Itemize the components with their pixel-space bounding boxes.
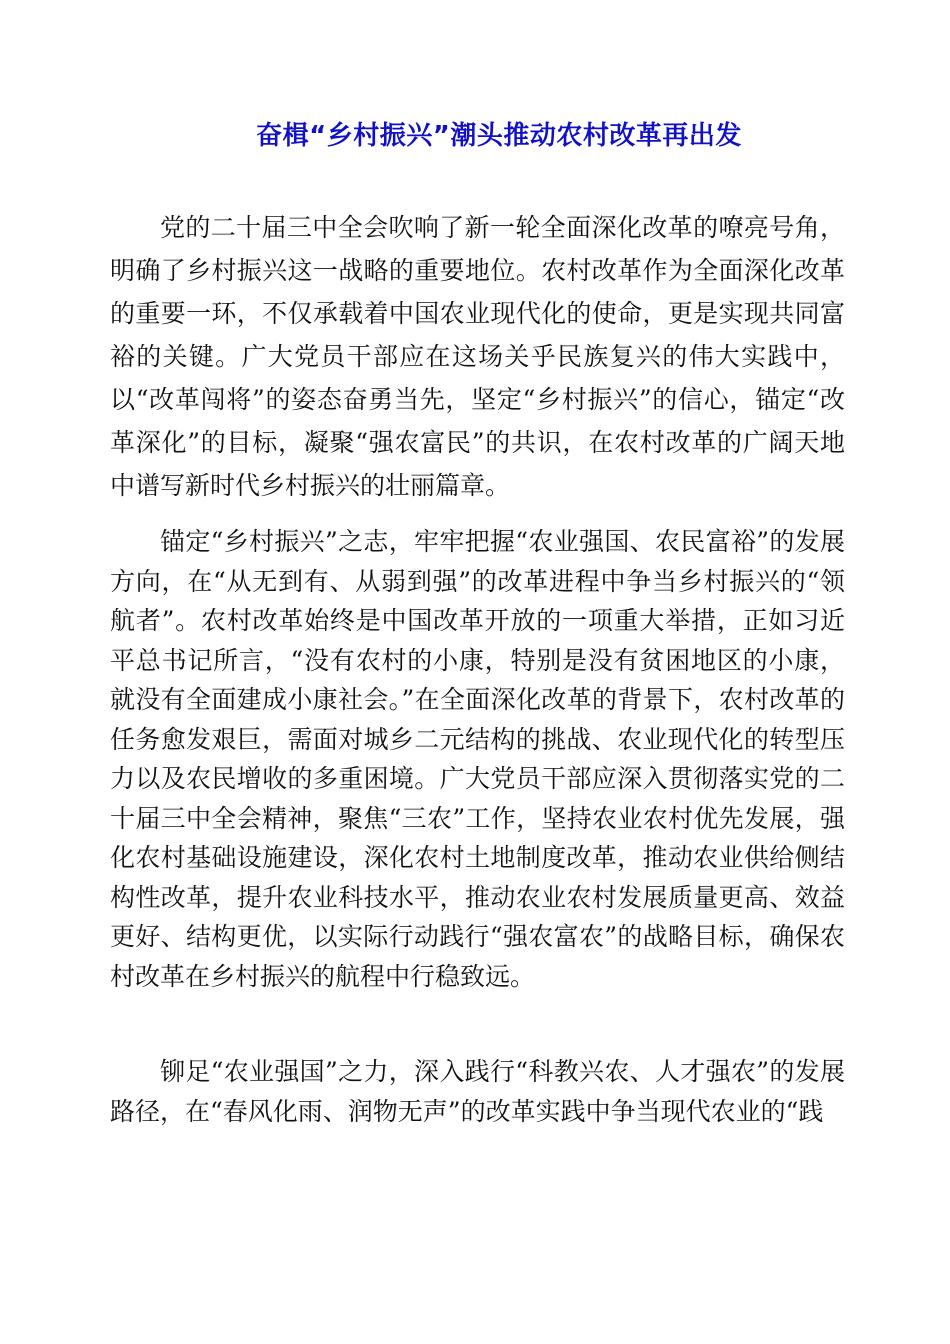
paragraph-2: 锚定“乡村振兴”之志，牢牢把握“农业强国、农民富裕”的发展方向，在“从无到有、从弱到强”的改革进程中争当乡村振兴的“领航者”。农村改革始终是中国改革开放的一项重大举措，正如习近平总书记所言，“没有农村的小康，特别是没有贫困地区的小康，就没有全面建成小康社会。”在全面深化改革的背景下，农村改革的任务愈发艰巨，需面对城乡二元结构的挑战、农业现代化的转型压力以及农民增收的多重困境。广大党员干部应深入贯彻落实党的二十届三中全会精神，聚焦“三农”工作，坚持农业农村优先发展，强化农村基础设施建设，深化农村土地制度改革，推动农业供给侧结构性改革，提升农业科技水平，推动农业农村发展质量更高、效益更好、结构更优，以实际行动践行“强农富农”的战略目标，确保农村改革在乡村振兴的航程中行稳致远。	[110, 527, 845, 991]
paragraph-1: 党的二十届三中全会吹响了新一轮全面深化改革的嘹亮号角，明确了乡村振兴这一战略的重要地位。农村改革作为全面深化改革的重要一环，不仅承载着中国农业现代化的使命，更是实现共同富裕的关键。广大党员干部应在这场关乎民族复兴的伟大实践中，以“改革闯将”的姿态奋勇当先，坚定“乡村振兴”的信心，锚定“改革深化”的目标，凝聚“强农富民”的共识，在农村改革的广阔天地中谱写新时代乡村振兴的壮丽篇章。	[110, 213, 845, 500]
document-title: 奋楫“乡村振兴”潮头推动农村改革再出发	[256, 121, 742, 151]
paragraph-3: 铆足“农业强国”之力，深入践行“科教兴农、人才强农”的发展 路径，在“春风化雨、润物无声”的改革实践中争当现代农业的“践	[110, 1057, 845, 1126]
